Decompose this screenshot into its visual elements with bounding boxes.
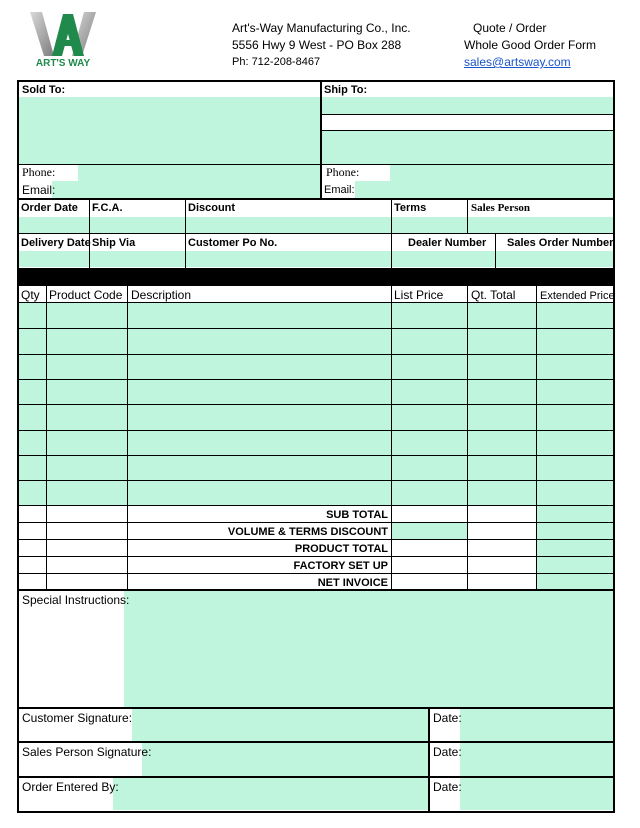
order-info-col-line <box>391 200 392 268</box>
special-instructions-label: Special Instructions: <box>22 593 130 607</box>
fca-label: F.C.A. <box>92 202 123 214</box>
list-price-header: List Price <box>394 288 444 302</box>
totals-row-line <box>19 573 613 574</box>
item-row-line <box>19 430 613 431</box>
item-row-line <box>19 379 613 380</box>
product-total-field[interactable] <box>537 540 613 556</box>
items-col-line <box>391 286 392 590</box>
signature-row-line <box>17 776 615 778</box>
description-header: Description <box>131 288 192 302</box>
extended-price-header: Extended Price <box>540 290 615 302</box>
sub-total-field[interactable] <box>537 506 613 522</box>
customer-date-label: Date: <box>433 711 462 725</box>
net-invoice-label: NET INVOICE <box>317 577 388 589</box>
order-date-field[interactable] <box>19 217 89 233</box>
sold-to-line-1[interactable] <box>19 97 320 114</box>
item-row-line <box>19 505 613 506</box>
volume-discount-label: VOLUME & TERMS DISCOUNT <box>227 526 388 538</box>
discount-label: Discount <box>188 202 236 214</box>
sold-ship-divider <box>320 80 322 198</box>
border-top <box>17 80 615 82</box>
sold-to-email-label: Email: <box>22 183 56 197</box>
company-logo <box>28 10 98 72</box>
volume-discount-field[interactable] <box>392 523 467 539</box>
sold-to-label: Sold To: <box>22 84 66 96</box>
terms-field[interactable] <box>392 217 467 233</box>
sold-to-phone-field[interactable] <box>78 164 320 181</box>
ship-to-line-3[interactable] <box>322 148 613 164</box>
special-instructions-bottom-line <box>17 707 615 709</box>
order-info-col-line <box>467 200 468 234</box>
company-name: Art's-Way Manufacturing Co., Inc. <box>232 21 411 35</box>
item-row-line <box>19 455 613 456</box>
customer-po-label: Customer Po No. <box>188 237 278 249</box>
sales-person-date-label: Date: <box>433 745 462 759</box>
factory-set-up-label: FACTORY SET UP <box>293 560 388 572</box>
qt-total-header: Qt. Total <box>471 288 516 302</box>
border-right <box>613 80 615 813</box>
order-entered-date-label: Date: <box>433 780 462 794</box>
item-row-line <box>19 480 613 481</box>
items-header-line <box>17 302 615 303</box>
ship-to-email-field[interactable] <box>355 181 613 198</box>
sales-person-signature-field[interactable] <box>142 743 428 776</box>
address-block-line <box>19 164 613 165</box>
order-info-col-line <box>495 234 496 268</box>
ship-via-label: Ship Via <box>92 237 136 249</box>
sold-to-line-4[interactable] <box>19 148 320 164</box>
order-entered-date-field[interactable] <box>460 778 613 810</box>
logo-mark-icon <box>28 10 98 58</box>
item-row-line <box>19 328 613 329</box>
factory-set-up-field[interactable] <box>537 557 613 573</box>
company-address: 5556 Hwy 9 West - PO Box 288 <box>232 38 402 52</box>
ship-to-phone-field[interactable] <box>390 164 613 181</box>
order-entered-by-label: Order Entered By: <box>22 780 119 794</box>
product-code-header: Product Code <box>49 288 123 302</box>
section-separator-bar <box>18 268 615 286</box>
sold-to-line-2[interactable] <box>19 114 320 131</box>
customer-signature-field[interactable] <box>132 709 428 741</box>
ship-via-field[interactable] <box>90 251 185 267</box>
ship-to-label: Ship To: <box>324 84 368 96</box>
sold-to-phone-label: Phone: <box>22 165 56 179</box>
customer-po-field[interactable] <box>186 251 391 267</box>
ship-to-email-label: Email: <box>324 184 355 196</box>
discount-field[interactable] <box>186 217 391 233</box>
customer-signature-label: Customer Signature: <box>22 711 133 725</box>
delivery-date-field[interactable] <box>19 251 89 267</box>
sales-person-field[interactable] <box>468 217 613 233</box>
delivery-date-label: Delivery Date <box>21 237 91 249</box>
volume-discount-amount-field[interactable] <box>537 523 613 539</box>
order-info-mid-line <box>17 233 615 234</box>
sales-email[interactable]: sales@artsway.com <box>464 55 571 69</box>
sales-order-number-label: Sales Order Number <box>507 237 614 249</box>
sales-person-date-field[interactable] <box>460 743 613 776</box>
items-col-line <box>467 286 468 590</box>
company-phone: Ph: 712-208-8467 <box>232 56 321 68</box>
logo-text: ART'S WAY <box>35 58 91 69</box>
special-instructions-field[interactable] <box>124 591 613 707</box>
form-type: Quote / Order <box>473 21 547 35</box>
dealer-number-label: Dealer Number <box>408 237 487 249</box>
sales-order-number-field[interactable] <box>496 251 613 267</box>
ship-to-phone-label: Phone: <box>326 165 360 179</box>
sub-total-label: SUB TOTAL <box>326 509 388 521</box>
sold-to-email-field[interactable] <box>52 181 320 198</box>
items-col-line <box>127 286 128 590</box>
border-left <box>17 80 19 813</box>
items-col-line <box>46 286 47 590</box>
border-bottom <box>17 811 615 813</box>
ship-to-inner-line <box>322 130 613 131</box>
sales-person-label: Sales Person <box>471 202 530 214</box>
totals-row-line <box>19 556 613 557</box>
ship-to-line-2[interactable] <box>322 131 613 148</box>
signature-date-divider <box>428 709 430 811</box>
sold-to-line-3[interactable] <box>19 131 320 148</box>
item-row-line <box>19 354 613 355</box>
totals-row-line <box>19 522 613 523</box>
totals-row-line <box>19 539 613 540</box>
form-title: Whole Good Order Form <box>464 38 597 52</box>
net-invoice-field[interactable] <box>537 574 613 589</box>
order-info-col-line <box>185 200 186 268</box>
item-row-line <box>19 404 613 405</box>
customer-date-field[interactable] <box>460 709 613 741</box>
sales-email-link[interactable] <box>464 55 571 70</box>
fca-field[interactable] <box>90 217 185 233</box>
order-date-label: Order Date <box>21 202 78 214</box>
product-total-label: PRODUCT TOTAL <box>294 543 388 555</box>
signature-row-line <box>17 741 615 743</box>
order-entered-by-field[interactable] <box>113 778 428 810</box>
ship-to-line-1[interactable] <box>322 97 613 114</box>
order-info-top-line <box>17 198 615 200</box>
ship-to-inner-line <box>322 114 613 115</box>
items-col-line <box>536 286 537 590</box>
terms-label: Terms <box>394 202 427 214</box>
order-info-col-line <box>89 200 90 268</box>
dealer-number-field[interactable] <box>392 251 495 267</box>
sales-person-signature-label: Sales Person Signature: <box>22 745 152 759</box>
qty-header: Qty <box>21 288 40 302</box>
